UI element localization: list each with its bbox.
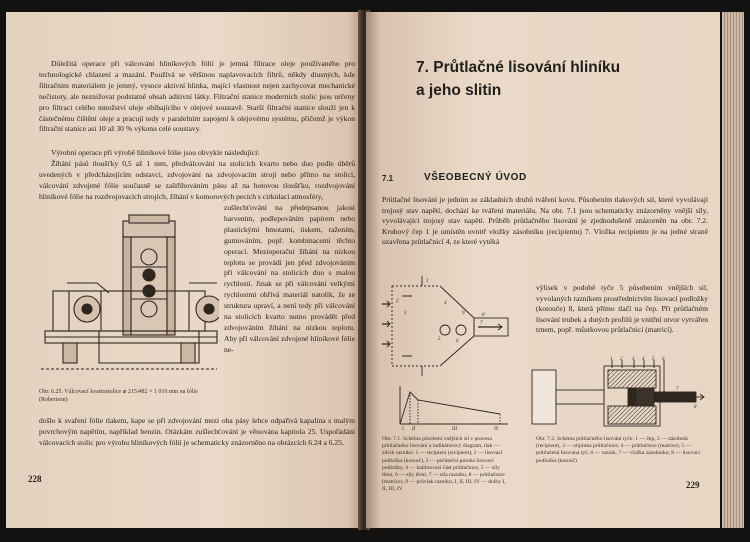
fig71-label-8: 8 (482, 313, 485, 318)
chapter-title-line-1: 7. Průtlačné lisování hliníku (416, 59, 621, 76)
right-page (366, 12, 720, 528)
fig71-label-iii: III (452, 427, 457, 432)
fig72-label-5: 5 (652, 357, 655, 362)
page-edges (722, 12, 744, 528)
fig72-label-6: 6 (662, 357, 665, 362)
figure-7-1-caption: Obr. 7.1. Schéma působení vnějších sil v procesu průtlačného lisování a indikátorový diagram, tlak — zdvih razníku: 1 — recipient (recipient), 2 — lisovací podložka (kotouč), 3 — počáteční poloha lisovací podložky, 4 — kalibrovací část průtlačnice, 5 — síly tření, 6 — síly tření, 7 — síla razníku, 8 — průtlačnice (matrice), 9 — průvlak razníku, I, II, III, IV — dráhy I, II, III, IV (382, 436, 506, 493)
fig71-label-9: 9 (462, 311, 465, 316)
fig72-label-3: 3 (632, 357, 635, 362)
section-number: 7.1 (382, 174, 394, 183)
fig72-label-1: 1 (610, 357, 613, 362)
figure-7-2-schema (526, 356, 706, 428)
figure-7-2-caption: Obr. 7.2. Schéma průtlačného lisování tyče: 1 — čep, 2 — zásobník (recipient), 3 — objímka průtlačnice, 4 — průtlačnice (matrice), 5 — průtlačená lisovaná tyč, 6 — razník, 7 — vložka zásobníku, 8 — lisovací podložka (kotouč) (536, 436, 700, 464)
fig72-label-4: 4 (642, 357, 645, 362)
rolling-mill-figure (39, 213, 219, 388)
fig71-label-ii: II (412, 427, 416, 432)
paragraph-bottom: došlo k svaření fólie tlakem, kape se při zdvojování mezi oba pásy lehce odpařivá kapalina s malým povrchovým napětím, například benzin. Otázkám zušlechťování je věnována kapitola 25. Uspořádání válcovacích stolic pro výrobu hliníkových fólií je schematicky znázorněno na obrázcích 6.24 a 6.25. (39, 416, 355, 447)
section-title: VŠEOBECNÝ ÚVOD (424, 172, 527, 183)
fig71-label-3: 3 (404, 311, 407, 316)
fig72-label-7: 7 (676, 387, 679, 392)
fig71-label-2: 2 (396, 299, 399, 304)
fig72-label-8: 8 (694, 405, 697, 410)
figure-7-1-schema (382, 274, 512, 432)
right-column-paragraph: výlisek v podobě tyče 5 působením vnějších sil, vyvolaných razníkem prostřednictvím lisovací podložky (kotouče) 8, která přímo tlačí na čep. Při průtlačném lisování trubek a dutých profilů je vnitřní otvor vytvářen trnem, popř. můstkovou průtlačnicí (matricí). (536, 283, 708, 335)
figure-6-25-caption: Obr. 6.25. Válcovací kvartostolice ⌀ 215/482 × 1 016 mm na fólie (Robertson) (39, 389, 198, 403)
fig71-label-7: 7 (480, 321, 483, 326)
paragraph-operations: Žíhání pásů tloušťky 0,5 až 1 mm, předválcování na stolicích kvarto nebo duo podle úběrů uvedených v předcházejícím odstavci, zdvojování na zdvojovacím stroji nebo přímo na stolici, válcování zdvojené fólie současně se zaštřihováním pásu až na hotovou tloušťku, rozdvojování hliníkové fólie na rozdvojovacích strojích, žíhání v komorových pecích s cirkulací atmosféry, (39, 159, 355, 201)
fig71-label-iv: IV (494, 427, 499, 432)
fig72-label-2: 2 (620, 357, 623, 362)
fig71-label-4: 4 (444, 301, 447, 306)
paragraph-right-column: zušlechťování na předepsanou jakost barvením, podlepováním papírem nebo plastickými hmotami, tiskem, ražením, gumováním, popř. kombinacemi těchto operací. Mezioperační žíhání na nízkou teplotu se provádí jen před zdvojováním při válcování na stolicích duo s malou rychlostí. Jinak se při válcování velkými rychlostmi ohřívá materiál natolik, že se struktura upraví, a není tedy při válcování na stolicích kvarto nutno provádět před zdvojováním žíhání na nízkou teplotu. Aby při válcování zdvojené hliníkové fólie ne- (224, 203, 355, 354)
left-page (6, 12, 362, 528)
fig71-label-1: 1 (426, 279, 429, 284)
paragraph-filtration: Důležitá operace při válcování hliníkových fólií je jemná filtrace oleje používaného pro technologické chlazení a mazání. Používá se většinou naplavovacích filtrů, někdy diusných, kde filtračním materiálem je jemný, vysoce aktivní hlinka, mající vlastnost nejen zachycovat mechanické nečistoty, ale neznižovat podstatně obsah aditivní látky. Filtrační stanice moderních stolic jsou určeny pro filtraci celého množství oleje obíhajícího v olejové soustavě. Starší filtrační stanice slouží jen k částečnému čištění oleje a pracují tedy v paralelním zapojení k olejovému systému, přičemž je výkon filtrační stanice asi 10 až 30 % výkonu celé soustavy. (39, 59, 355, 134)
fig71-label-5: 5 (438, 337, 441, 342)
paragraph-operations-intro: Výrobní operace při výrobě hliníkové fólie jsou obvykle následující: (51, 148, 260, 157)
chapter-title (416, 56, 620, 102)
fig71-label-i: I (402, 427, 404, 432)
chapter-title-line-2: a jeho slitin (416, 82, 502, 99)
fig71-label-6: 6 (456, 339, 459, 344)
page-number-right: 229 (686, 480, 700, 490)
intro-paragraph: Průtlačné lisování je jedním ze základních druhů tváření kovu. Působením tlakových sil, které vyvolávají trojosý stav napětí, dochází ke tváření materiálu. Na obr. 7.1 jsou schematicky znázorněny vnější síly, vyvolávající trojosý stav napětí. Průběh průtlačného lisování je zjednodušeně znázorněn na obr. 7.2. Kruhový čep 1 je umístěn uvnitř vložky zásobníku (recipientu) 7. Vložka recipientu je na jedné straně uzavřena průtlačnicí 4, ze které vytéká (382, 195, 708, 247)
page-number-left: 228 (28, 474, 42, 484)
